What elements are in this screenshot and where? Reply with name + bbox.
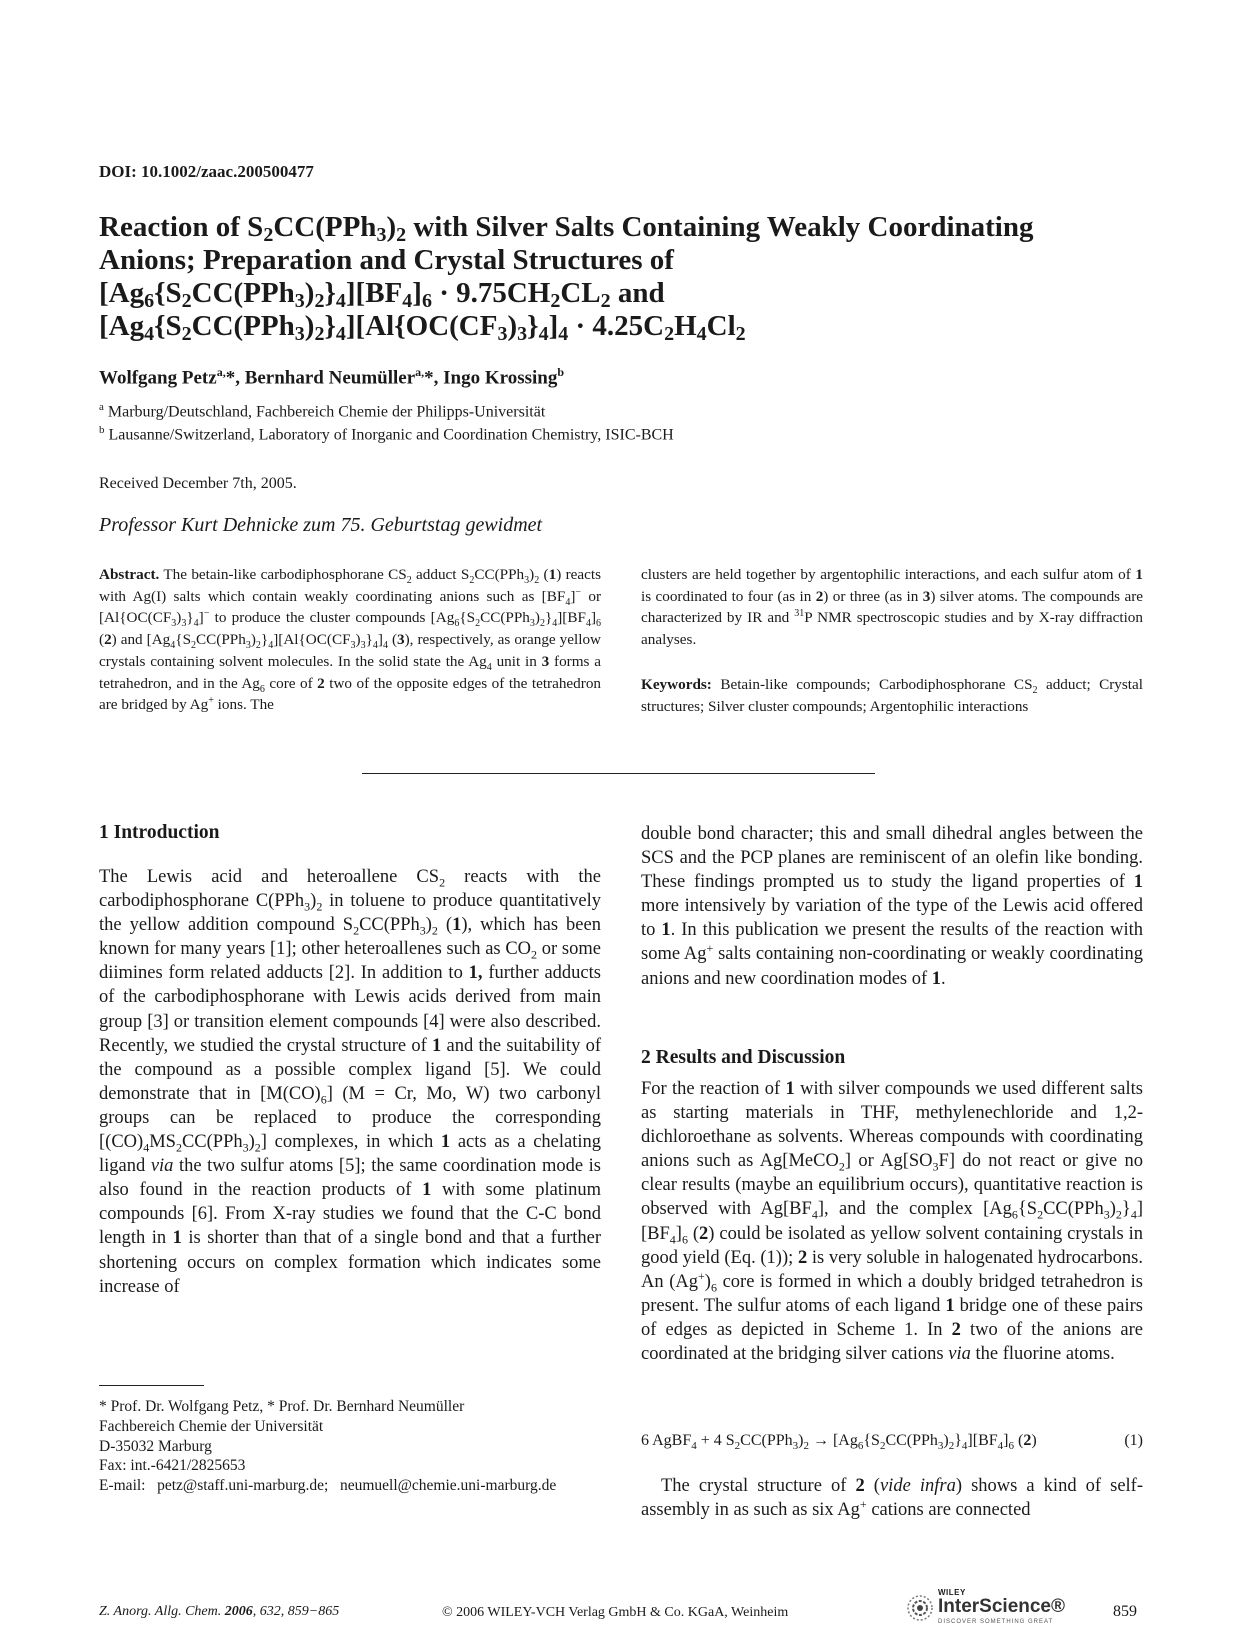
section-divider: [362, 773, 875, 774]
equation-body: 6 AgBF$_4$ + 4 $S_2CC(PPh_3)_2 \to [Ag_6\{S_2CC(PPh_3)_2\}_4][BF_4]_6$ (2): [641, 1432, 1037, 1453]
correspondence-footnote: [99, 1397, 602, 1496]
footnote-line: * Prof. Dr. Wolfgang Petz, * Prof. Dr. Bernhard Neumüller: [99, 1398, 465, 1415]
title-line: $[Ag_4\{S_2CC(PPh_3)_2\}_4][Al\{OC(CF_3)_3\}_4]_4 \cdot 4.25C_2H_4Cl_2$: [99, 310, 746, 345]
introduction-continued: [641, 822, 1143, 991]
equation-number: (1): [1124, 1432, 1143, 1449]
equation-1: [641, 1432, 1143, 1453]
doi: DOI: 10.1002/zaac.200500477: [99, 162, 314, 181]
paragraph: double bond character; this and small dihedral angles between the SCS and the PCP planes are reminiscent of an olefin like bonding. These findings prompted us to study the ligand properties of 1 more intensively by variation of the type of the Lewis acid offered to 1. In this publication we present the results of the reaction with some Ag+ salts containing non-coordinating or weakly coordinating anions and new coordination modes of 1.: [641, 824, 1144, 989]
footnote-line: Fachbereich Chemie der Universität: [99, 1417, 324, 1435]
affiliation-a: $^a$ Marburg/Deutschland, Fachbereich Chemie der Philipps-Universität: [99, 401, 546, 421]
results-continued: [641, 1474, 1143, 1522]
received-date: Received December 7th, 2005.: [99, 475, 297, 492]
journal-citation: Z. Anorg. Allg. Chem. 2006, 632, 859−865: [99, 1604, 340, 1619]
abstract-right: clusters are held together by argentophilic interactions, and each sulfur atom of 1 is coordinated to four (as in 2) or three (as in 3) silver atoms. The compounds are characterized by IR and $^{31}$P NMR spectroscopic studies and by X-ray diffraction analyses.: [641, 566, 1143, 649]
footnote-rule: [99, 1385, 204, 1386]
article-title: [99, 211, 1159, 343]
title-line: Anions; Preparation and Crystal Structures of: [99, 244, 674, 276]
paragraph: The crystal structure of 2 (vide infra) shows a kind of self-assembly in as such as six Ag+ cations are connected: [641, 1476, 1143, 1521]
page-number: 859: [1113, 1603, 1137, 1620]
interscience-orb-icon: [906, 1594, 934, 1622]
copyright-notice: © 2006 WILEY-VCH Verlag GmbH & Co. KGaA, Weinheim: [442, 1605, 789, 1620]
title-line: $[Ag_6\{S_2CC(PPh_3)_2\}_4][BF_4]_6 \cdot 9.75CH_2CL_2$ and: [99, 277, 665, 312]
results-text: [641, 1077, 1143, 1366]
interscience-logo: [906, 1588, 1076, 1628]
logo-main-text: InterScience®: [938, 1596, 1065, 1617]
footnote-line: E-mail: petz@staff.uni-marburg.de; neumuell@chemie.uni-marburg.de: [99, 1477, 557, 1495]
heading-results: 2 Results and Discussion: [641, 1047, 846, 1068]
keywords: Keywords: Betain-like compounds; Carbodiphosphorane $CS_2$ adduct; Crystal structures; Silver cluster compounds; Argentophilic interactions: [641, 676, 1143, 715]
logo-tagline: DISCOVER SOMETHING GREAT: [938, 1619, 1054, 1625]
paragraph: For the reaction of 1 with silver compounds we used different salts as starting materials in THF, methylenechloride and 1,2-dichloroethane as solvents. Whereas compounds with coordinating anions such as Ag[MeCO$_2$] or $Ag[SO_3F]$ do not react or give no clear results (maybe an equilibrium occurs), quantitative reaction is observed with $Ag[BF_4]$, and the complex $[Ag_6\{S_2CC(PPh_3)_2\}_4][BF_4]_6$ (2) could be isolated as yellow solvent containing crystals in good yield (Eq. (1)); 2 is very soluble in halogenated hydrocarbons. An $(Ag^+)_6$ core is formed in which a doubly bridged tetrahedron is present. The sulfur atoms of each ligand 1 bridge one of these pairs of edges as depicted in Scheme 1. In 2 two of the anions are coordinated at the bridging silver cations via the fluorine atoms.: [641, 1079, 1144, 1365]
title-line: Reaction of $S_2CC(PPh_3)_2$ with Silver Salts Containing Weakly Coordinating: [99, 211, 1034, 246]
paragraph: The Lewis acid and heteroallene $CS_2$ reacts with the carbodiphosphorane $C(PPh_3)_2$ in toluene to produce quantitatively the yellow addition compound $S_2CC(PPh_3)_2$ (1), which has been known for many years [1]; other heteroallenes such as $CO_2$ or some diimines form related adducts [2]. In addition to 1, further adducts of the carbodiphosphorane with Lewis acids derived from main group [3] or transition element compounds [4] were also described. Recently, we studied the crystal structure of 1 and the suitability of the compound as a possible complex ligand [5]. We could demonstrate that in $[M(CO)_6] (M = Cr$, Mo, W) two carbonyl groups can be replaced to produce the corresponding $[(CO)_4MS_2CC(PPh_3)_2]$ complexes, in which 1 acts as a chelating ligand via the two sulfur atoms [5]; the same coordination mode is also found in the reaction products of 1 with some platinum compounds [6]. From X-ray studies we found that the C-C bond length in 1 is shorter than that of a single bond and that a further shortening occurs on complex formation which indicates some increase of: [99, 867, 602, 1297]
logo-wiley-text: WILEY: [938, 1588, 966, 1597]
heading-introduction: 1 Introduction: [99, 822, 220, 843]
author-list: Wolfgang Petz$^{a,}$*, Bernhard Neumüller$^{a,}$*, Ingo Krossing$^b$: [99, 365, 565, 389]
footnote-line: Fax: int.-6421/2825653: [99, 1457, 246, 1475]
dedication: Professor Kurt Dehnicke zum 75. Geburtstag gewidmet: [99, 514, 543, 536]
affiliation-b: $^b$ Lausanne/Switzerland, Laboratory of Inorganic and Coordination Chemistry, ISIC-BCH: [99, 424, 674, 444]
introduction-text: [99, 865, 601, 1299]
footnote-line: D-35032 Marburg: [99, 1437, 212, 1455]
abstract-left: Abstract. The betain-like carbodiphosphorane $CS_2$ adduct $S_2CC(PPh_3)_2$ (1) reacts with Ag(I) salts which contain weakly coordinating anions such as $[BF_4]^-$ or $[Al\{OC(CF_3)_3\}_4]^-$ to produce the cluster compounds $[Ag_6\{S_2CC(PPh_3)_2\}_4][BF_4]_6$ (2) and $[Ag_4\{S_2CC(PPh_3)_2\}_4][Al\{OC(CF_3)_3\}_4]_4$ (3), respectively, as orange yellow crystals containing solvent molecules. In the solid state the $Ag_4$ unit in 3 forms a tetrahedron, and in the $Ag_6$ core of 2 two of the opposite edges of the tetrahedron are bridged by Ag+ ions. The: [99, 566, 602, 714]
